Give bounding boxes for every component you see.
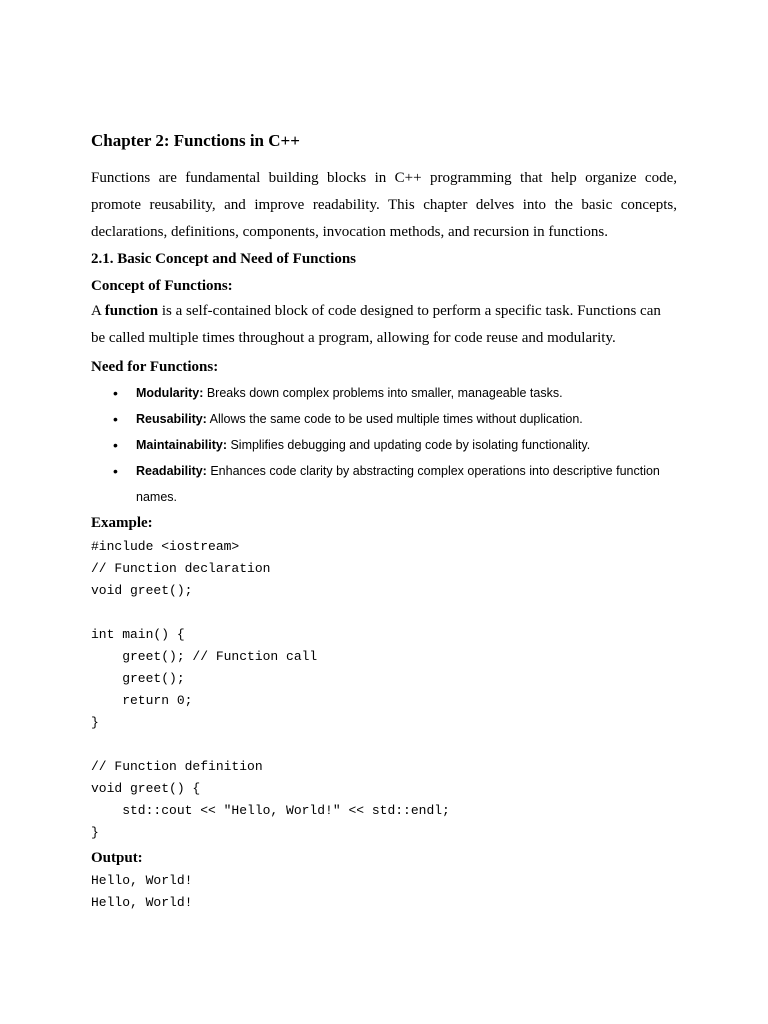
bullet-term: Maintainability: [136,438,227,452]
bullet-text: Enhances code clarity by abstracting complex operations into descriptive function names. [136,464,660,504]
list-item [91,380,677,406]
need-list [91,380,677,510]
bullet-icon: • [113,411,118,427]
example-heading: Example: [91,515,153,531]
list-item [91,458,677,510]
output-heading: Output: [91,850,143,866]
bullet-text: Allows the same code to be used multiple times without duplication. [206,412,583,426]
bullet-term: Reusability: [136,412,207,426]
bullet-text: Simplifies debugging and updating code by isolating functionality. [226,438,591,452]
concept-text-after: is a self-contained block of code designed to perform a specific task. Functions can be called multiple times throughout a program, allowing for code reuse and modularity. [91,303,661,346]
concept-heading: Concept of Functions: [91,278,233,294]
concept-bold-word: function [104,303,159,319]
bullet-term: Modularity: [136,386,204,400]
list-item [91,406,677,432]
list-item [91,432,677,458]
bullet-text: Breaks down complex problems into smaller, manageable tasks. [203,386,563,400]
bullet-icon: • [113,385,118,401]
output-code-block: Hello, World! Hello, World! [91,873,193,910]
bullet-icon: • [113,437,118,453]
bullet-icon: • [113,463,118,479]
bullet-term: Readability: [136,464,207,478]
section-heading: 2.1. Basic Concept and Need of Functions [91,251,357,267]
intro-paragraph: Functions are fundamental building blocks in C++ programming that help organize code, promote reusability, and improve readability. This chapter delves into the basic concepts, declarations, definitions, components, invocation methods, and recursion in functions. [91,170,677,240]
chapter-title: Chapter 2: Functions in C++ [91,131,300,150]
example-code-block: #include <iostream> // Function declaration void greet(); int main() { greet(); // Function call greet(); return 0; } // Function definition void greet() { std::cout << "Hello, World!" << std::endl; } [91,539,450,840]
need-heading: Need for Functions: [91,359,219,375]
concept-text-before: A [91,303,105,319]
concept-paragraph [91,298,677,352]
